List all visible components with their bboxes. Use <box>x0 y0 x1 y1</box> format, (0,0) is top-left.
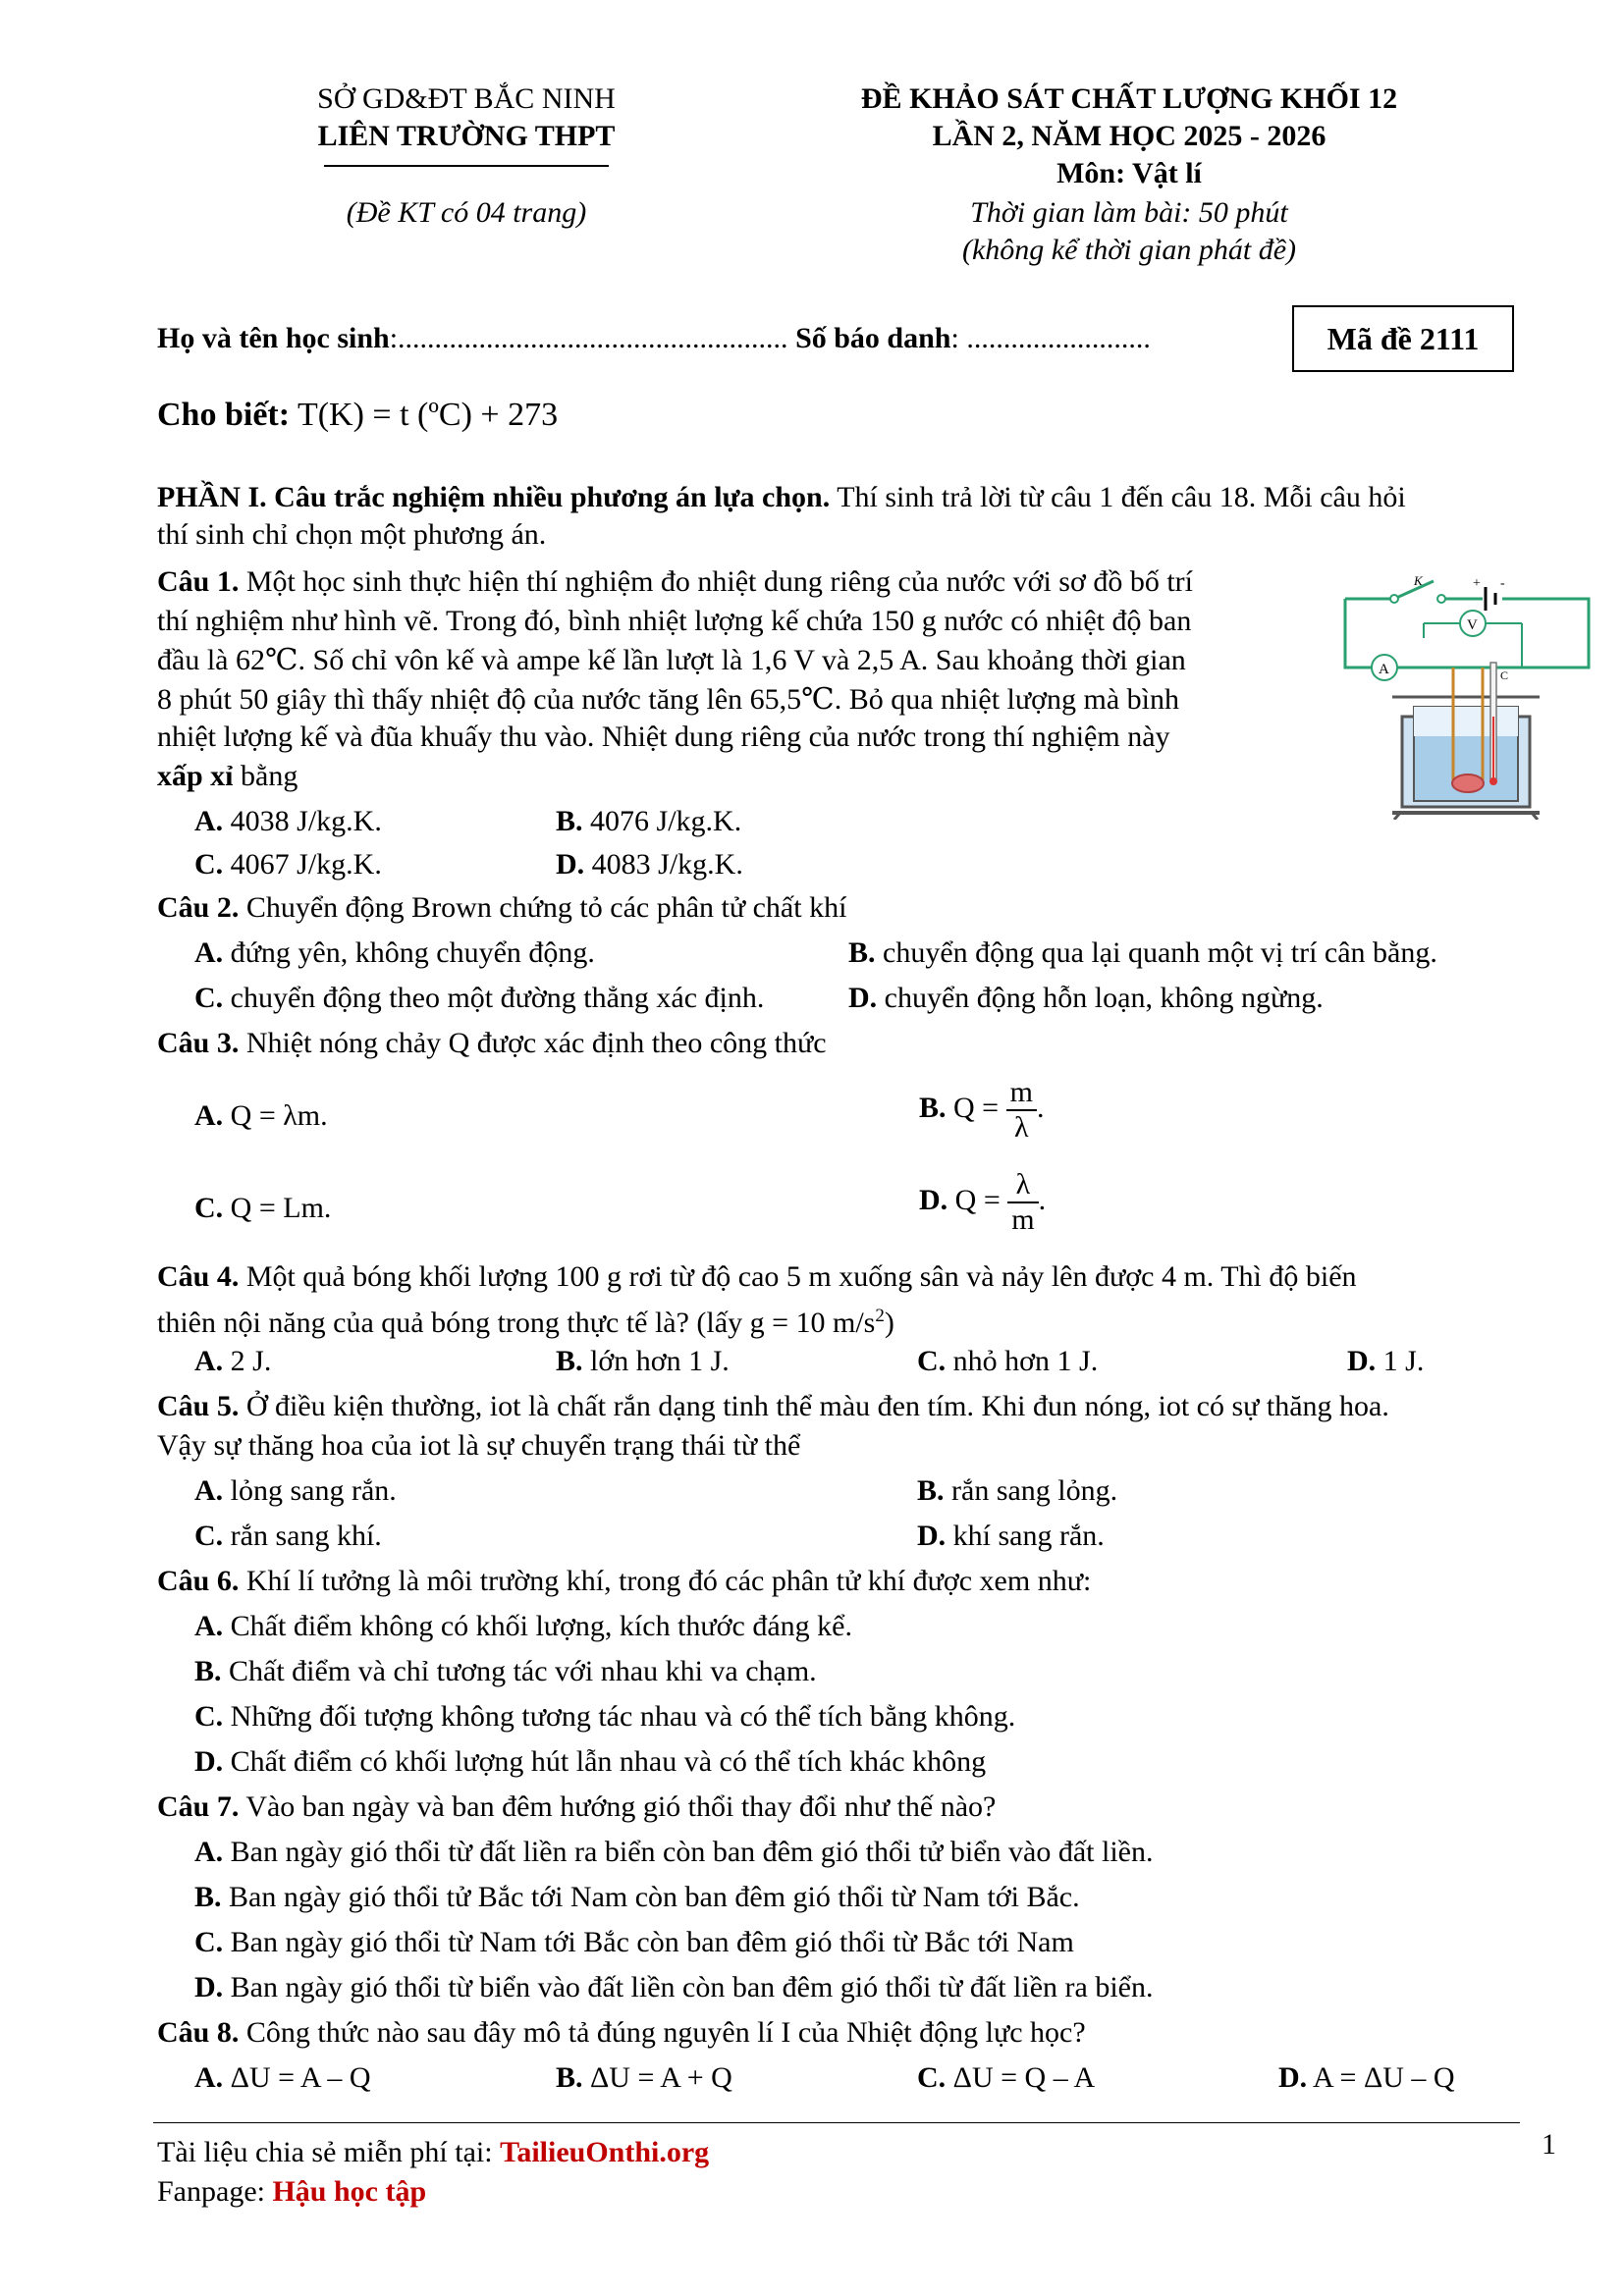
option-text: Chất điểm có khối lượng hút lẫn nhau và có thể tích khác không <box>230 1745 987 1778</box>
fraction <box>1007 1168 1038 1237</box>
voltmeter-label: V <box>1467 617 1478 633</box>
q1-text-5: nhiệt lượng kế và đũa khuấy thu vào. Nhiệt dung riêng của nước trong thí nghiệm này <box>157 721 1170 753</box>
q6-option-b[interactable] <box>194 1649 817 1694</box>
option-text: ΔU = Q – A <box>952 2061 1096 2094</box>
option-label: D. <box>194 1745 224 1778</box>
calorimeter-vessel <box>1392 697 1540 820</box>
q7-option-d[interactable] <box>194 1965 1154 2010</box>
battery-plus-label: + <box>1473 576 1481 591</box>
q3-option-c[interactable] <box>194 1186 331 1231</box>
option-label: C. <box>917 1345 947 1377</box>
switch-label: K <box>1414 573 1423 588</box>
fraction <box>1006 1076 1037 1145</box>
option-label: A. <box>194 1836 224 1868</box>
footer-fanpage-link[interactable]: Hậu học tập <box>272 2175 427 2208</box>
exam-code-box: Mã đề 2111 <box>1292 305 1514 372</box>
formula-dot: . <box>1036 1091 1045 1124</box>
q3-number: Câu 3. <box>157 1027 240 1059</box>
q4-superscript: 2 <box>875 1306 885 1326</box>
given-line <box>157 391 558 440</box>
q7-option-b[interactable] <box>194 1875 1080 1920</box>
q4-text-1: Một quả bóng khối lượng 100 g rơi từ độ cao 5 m xuống sân và nảy lên được 4 m. Thì độ biến <box>245 1260 1357 1293</box>
option-label: C. <box>194 1192 224 1224</box>
q2-text: Chuyển động Brown chứng tỏ các phân tử chất khí <box>245 891 847 924</box>
option-label: D. <box>1347 1345 1377 1377</box>
option-text: ΔU = A – Q <box>230 2061 371 2094</box>
numerator: λ <box>1015 1168 1031 1201</box>
option-label: B. <box>848 936 876 969</box>
option-text: Ban ngày gió thổi tử Bắc tới Nam còn ban đêm gió thổi từ Nam tới Bắc. <box>229 1881 1080 1913</box>
q7-stem <box>157 1785 996 1830</box>
q8-number: Câu 8. <box>157 2016 240 2049</box>
footer-fanpage <box>157 2169 426 2215</box>
q5-option-b[interactable] <box>917 1468 1117 1514</box>
denominator: m <box>1011 1203 1035 1236</box>
q7-text: Vào ban ngày và ban đêm hướng gió thổi thay đổi như thế nào? <box>245 1790 997 1823</box>
option-label: C. <box>194 1926 224 1958</box>
voltmeter <box>1424 611 1522 667</box>
q5-text-1: Ở điều kiện thường, iot là chất rắn dạng tinh thể màu đen tím. Khi đun nóng, iot có sự thăng hoa. <box>245 1390 1389 1422</box>
option-text: lỏng sang rắn. <box>230 1474 397 1507</box>
student-id-field[interactable]: : ......................... <box>950 322 1151 354</box>
student-name-label: Họ và tên học sinh <box>157 322 390 354</box>
battery-minus-label: - <box>1500 576 1505 591</box>
q8-stem <box>157 2010 1086 2056</box>
option-label: C. <box>194 1520 224 1552</box>
exam-title: ĐỀ KHẢO SÁT CHẤT LƯỢNG KHỐI 12 <box>860 82 1398 115</box>
header-rule <box>324 165 609 167</box>
option-text: chuyển động theo một đường thẳng xác định. <box>230 982 765 1014</box>
exam-round: LẦN 2, NĂM HỌC 2025 - 2026 <box>932 120 1326 152</box>
formula-dot: . <box>1038 1183 1047 1216</box>
student-name-field[interactable]: :..................................................... <box>389 322 788 354</box>
footer-fanpage-text: Fanpage: <box>157 2175 273 2208</box>
option-label: D. <box>917 1520 947 1552</box>
option-label: B. <box>556 805 583 837</box>
option-text: 4038 J/kg.K. <box>230 805 382 837</box>
option-label: D. <box>848 982 878 1014</box>
pages-note: (Đề KT có 04 trang) <box>346 196 587 229</box>
option-text: chuyển động hỗn loạn, không ngừng. <box>884 982 1324 1014</box>
student-id-label: Số báo danh <box>795 322 951 354</box>
option-label: B. <box>194 1655 222 1687</box>
option-text: 4076 J/kg.K. <box>590 805 742 837</box>
q2-option-b[interactable] <box>848 931 1437 976</box>
option-label: A. <box>194 805 224 837</box>
q8-option-d[interactable] <box>1278 2056 1455 2101</box>
q3-option-d[interactable] <box>919 1168 1046 1237</box>
q1-option-b[interactable] <box>556 799 741 844</box>
q5-option-d[interactable] <box>917 1514 1105 1559</box>
q6-number: Câu 6. <box>157 1565 240 1597</box>
q4-option-c[interactable] <box>917 1339 1098 1384</box>
footer-rule <box>153 2122 1520 2123</box>
q1-text-6-rest: bằng <box>233 760 298 792</box>
q7-number: Câu 7. <box>157 1790 240 1823</box>
option-label: B. <box>917 1474 945 1507</box>
option-label: B. <box>556 1345 583 1377</box>
numerator: m <box>1009 1076 1033 1108</box>
option-label: C. <box>917 2061 947 2094</box>
q8-option-c[interactable] <box>917 2056 1095 2101</box>
q1-text-1: Một học sinh thực hiện thí nghiệm đo nhiệt dung riêng của nước với sơ đồ bố trí <box>245 565 1194 598</box>
given-label: Cho biết: <box>157 397 291 433</box>
q4-option-d[interactable] <box>1347 1339 1424 1384</box>
subject: Môn: Vật lí <box>1056 157 1202 189</box>
option-text: 4067 J/kg.K. <box>230 848 382 881</box>
option-text: Q = λm. <box>230 1099 328 1132</box>
option-label: C. <box>194 1700 224 1733</box>
option-text: rắn sang khí. <box>230 1520 382 1552</box>
option-label: A. <box>194 1610 224 1642</box>
option-label: A. <box>194 1099 224 1132</box>
option-text: nhỏ hơn 1 J. <box>952 1345 1099 1377</box>
part1-instruction: Thí sinh trả lời từ câu 1 đến câu 18. Mỗi câu hỏi <box>837 481 1406 513</box>
footer-site-link[interactable]: TailieuOnthi.org <box>500 2136 710 2168</box>
option-text: ΔU = A + Q <box>590 2061 732 2094</box>
option-label: C. <box>194 982 224 1014</box>
exam-time-note: (không kể thời gian phát đề) <box>961 234 1297 266</box>
q2-option-d[interactable] <box>848 976 1324 1021</box>
q1-text-4: 8 phút 50 giây thì thấy nhiệt độ của nước tăng lên 65,5℃. Bỏ qua nhiệt lượng mà bình <box>157 683 1179 716</box>
q4-option-a[interactable] <box>194 1339 271 1384</box>
denominator: λ <box>1014 1111 1029 1144</box>
page-number: 1 <box>1542 2128 1556 2161</box>
q6-option-d[interactable] <box>194 1739 986 1785</box>
option-label: A. <box>194 1345 224 1377</box>
option-text: Những đối tượng không tương tác nhau và có thể tích bằng không. <box>230 1700 1016 1733</box>
q4-text-2-end: ) <box>884 1307 894 1339</box>
q7-option-a[interactable] <box>194 1830 1154 1875</box>
q2-option-c[interactable] <box>194 976 764 1021</box>
option-text: Ban ngày gió thổi từ biển vào đất liền còn ban đêm gió thổi từ đất liền ra biển. <box>230 1971 1154 2003</box>
option-text: Ban ngày gió thổi từ Nam tới Bắc còn ban đêm gió thổi từ Bắc tới Nam <box>230 1926 1074 1958</box>
q5-option-a[interactable] <box>194 1468 397 1514</box>
footer-share-text: Tài liệu chia sẻ miễn phí tại: <box>157 2136 501 2168</box>
q1-number: Câu 1. <box>157 565 240 598</box>
student-info-line <box>157 316 1151 361</box>
q6-text: Khí lí tưởng là môi trường khí, trong đó các phân tử khí được xem như: <box>245 1565 1092 1597</box>
calorimeter-diagram <box>1335 569 1600 820</box>
ammeter <box>1372 655 1397 680</box>
option-label: D. <box>194 1971 224 2003</box>
formula-lhs: Q = <box>954 1183 1001 1216</box>
option-text: rắn sang lỏng. <box>951 1474 1118 1507</box>
q3-option-b[interactable] <box>919 1076 1044 1145</box>
option-label: B. <box>194 1881 222 1913</box>
q7-option-c[interactable] <box>194 1920 1074 1965</box>
option-text: 4083 J/kg.K. <box>591 848 743 881</box>
option-text: chuyển động qua lại quanh một vị trí cân bằng. <box>883 936 1437 969</box>
option-text: lớn hơn 1 J. <box>590 1345 730 1377</box>
q1-text-3: đầu là 62℃. Số chỉ vôn kế và ampe kế lần lượt là 1,6 V và 2,5 A. Sau khoảng thời gian <box>157 644 1186 676</box>
option-text: 1 J. <box>1382 1345 1425 1377</box>
q4-text-2: thiên nội năng của quả bóng trong thực tế là? (lấy g = 10 m/s <box>157 1307 876 1339</box>
q4-number: Câu 4. <box>157 1260 240 1293</box>
q5-text-2: Vậy sự thăng hoa của iot là sự chuyển trạng thái từ thể <box>157 1429 801 1462</box>
option-label: D. <box>1278 2061 1308 2094</box>
dept-name: SỞ GD&ĐT BẮC NINH <box>317 82 616 115</box>
option-text: Q = Lm. <box>230 1192 332 1224</box>
ammeter-label: A <box>1379 662 1389 677</box>
q8-option-b[interactable] <box>556 2056 732 2101</box>
option-text: đứng yên, không chuyển động. <box>230 936 595 969</box>
part1-instruction-2: thí sinh chỉ chọn một phương án. <box>157 518 547 551</box>
q5-option-c[interactable] <box>194 1514 382 1559</box>
q6-option-c[interactable] <box>194 1694 1015 1739</box>
q1-text-2: thí nghiệm như hình vẽ. Trong đó, bình nhiệt lượng kế chứa 150 g nước có nhiệt độ ban <box>157 605 1192 637</box>
q3-option-a[interactable] <box>194 1094 328 1139</box>
q6-stem <box>157 1559 1091 1604</box>
q1-option-c[interactable] <box>194 842 382 887</box>
option-text: Chất điểm và chỉ tương tác với nhau khi va chạm. <box>229 1655 817 1687</box>
thermometer-label: C <box>1500 668 1509 682</box>
part1-title: PHẦN I. Câu trắc nghiệm nhiều phương án lựa chọn. <box>157 481 831 513</box>
option-label: C. <box>194 848 224 881</box>
option-text: Ban ngày gió thổi từ đất liền ra biển còn ban đêm gió thổi tử biển vào đất liền. <box>230 1836 1154 1868</box>
exam-time: Thời gian làm bài: 50 phút <box>970 196 1288 229</box>
q8-text: Công thức nào sau đây mô tả đúng nguyên lí I của Nhiệt động lực học? <box>245 2016 1086 2049</box>
option-label: A. <box>194 936 224 969</box>
q3-text: Nhiệt nóng chảy Q được xác định theo công thức <box>245 1027 827 1059</box>
option-text: khí sang rắn. <box>952 1520 1105 1552</box>
q1-bold-word: xấp xỉ <box>157 760 234 792</box>
q3-stem <box>157 1021 827 1066</box>
q1-text-6 <box>157 754 298 799</box>
option-label: B. <box>556 2061 583 2094</box>
option-label: D. <box>919 1183 948 1216</box>
option-text: 2 J. <box>230 1345 272 1377</box>
option-label: A. <box>194 2061 224 2094</box>
q1-option-a[interactable] <box>194 799 382 844</box>
q5-number: Câu 5. <box>157 1390 240 1422</box>
q2-option-a[interactable] <box>194 931 595 976</box>
option-label: B. <box>919 1091 947 1124</box>
q4-option-b[interactable] <box>556 1339 730 1384</box>
q2-stem <box>157 885 846 931</box>
option-label: A. <box>194 1474 224 1507</box>
battery <box>1473 576 1505 611</box>
formula-lhs: Q = <box>953 1091 1000 1124</box>
option-text: A = ΔU – Q <box>1313 2061 1455 2094</box>
q6-option-a[interactable] <box>194 1604 852 1649</box>
q8-option-a[interactable] <box>194 2056 371 2101</box>
option-text: Chất điểm không có khối lượng, kích thước đáng kể. <box>230 1610 852 1642</box>
option-label: D. <box>556 848 585 881</box>
school-name: LIÊN TRƯỜNG THPT <box>317 120 616 152</box>
q1-option-d[interactable] <box>556 842 743 887</box>
given-formula: T(K) = t (ºC) + 273 <box>297 397 559 433</box>
q2-number: Câu 2. <box>157 891 240 924</box>
